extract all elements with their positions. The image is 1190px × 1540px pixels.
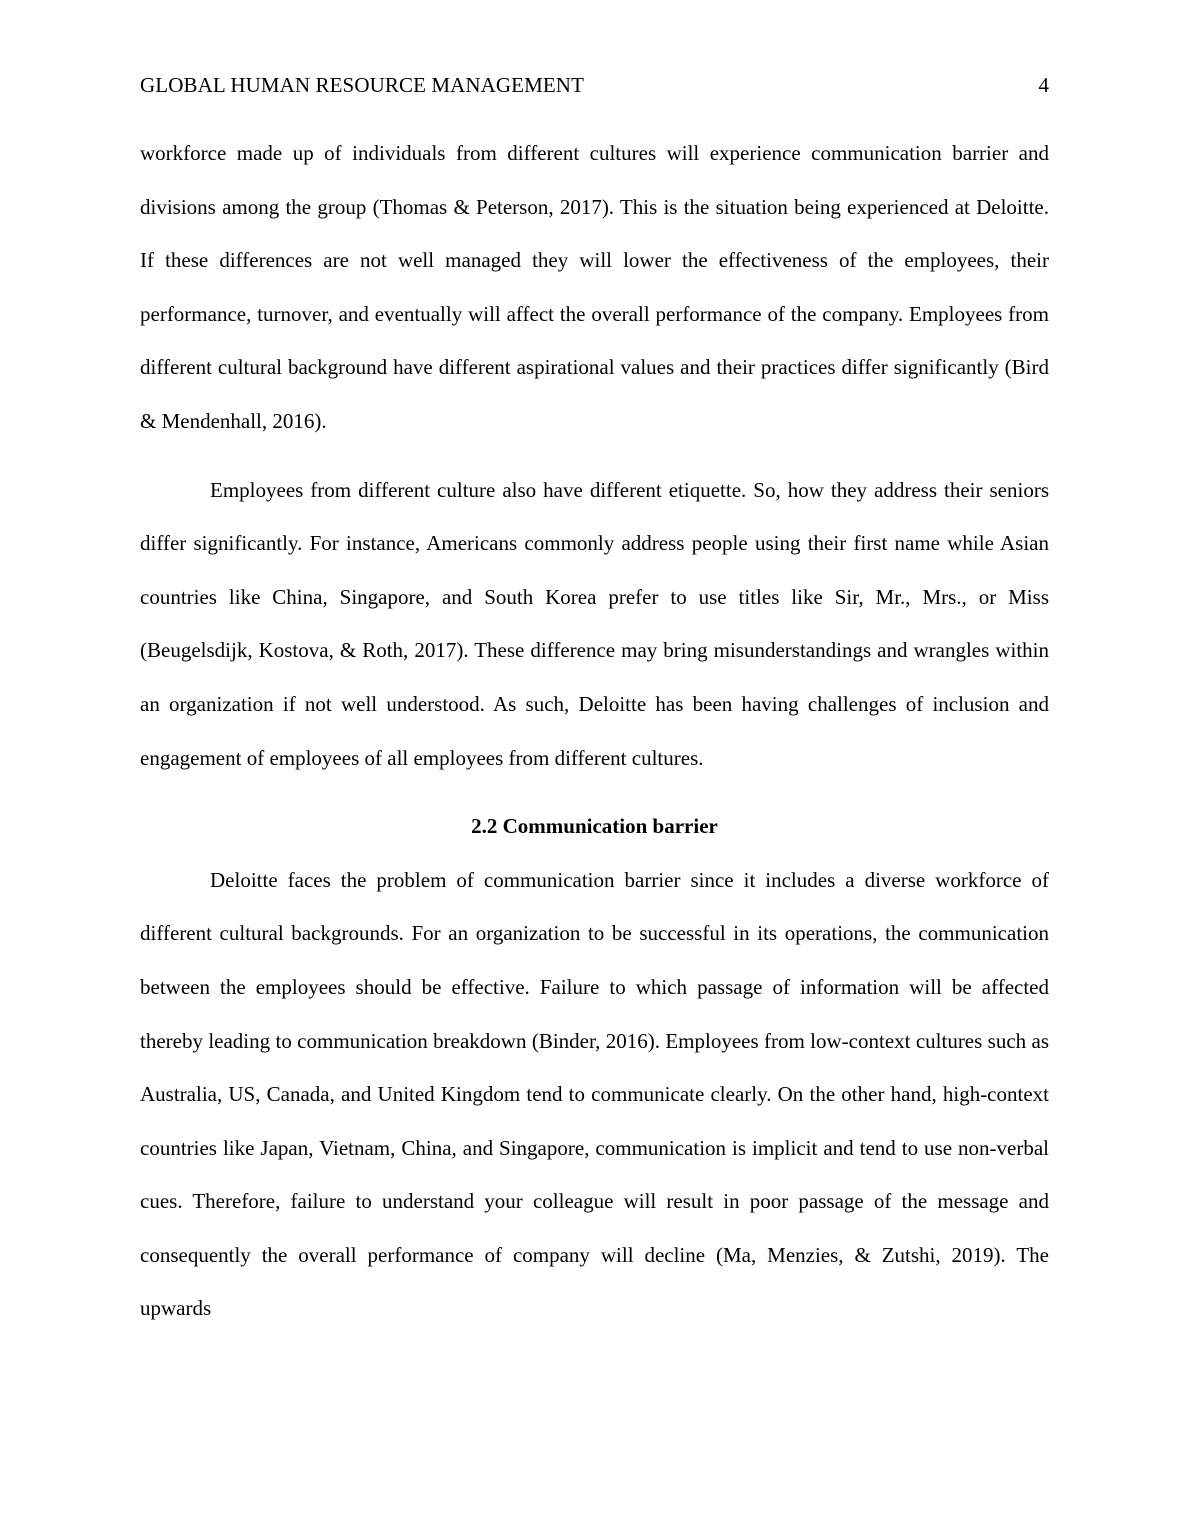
running-head — [140, 70, 1049, 100]
section-heading: 2.2 Communication barrier — [471, 814, 718, 839]
paragraph-etiquette: Employees from different culture also have different etiquette. So, how they address their seniors differ significantly. For instance, Americans commonly address people using their first name while Asian countries like China, Singapore, and South Korea prefer to use titles like Sir, Mr., Mrs., or Miss (Beugelsdijk, Kostova, & Roth, 2017). These difference may bring misunderstandings and wrangles within an organization if not well understood. As such, Deloitte has been having challenges of inclusion and engagement of employees of all employees from different cultures. — [140, 477, 1049, 770]
running-head-title: GLOBAL HUMAN RESOURCE MANAGEMENT — [140, 73, 585, 97]
page-number: 4 — [1038, 73, 1049, 97]
body-text — [140, 127, 1049, 1336]
paragraph-communication-barrier: Deloitte faces the problem of communication barrier since it includes a diverse workforce of different cultural backgrounds. For an organization to be successful in its operations, the communication between the employees should be effective. Failure to which passage of information will be affected thereby leading to communication breakdown (Binder, 2016). Employees from low-context cultures such as Australia, US, Canada, and United Kingdom tend to communicate clearly. On the other hand, high-context countries like Japan, Vietnam, China, and Singapore, communication is implicit and tend to use non-verbal cues. Therefore, failure to understand your colleague will result in poor passage of the message and consequently the overall performance of company will decline (Ma, Menzies, & Zutshi, 2019). The upwards — [140, 867, 1049, 1321]
paragraph-continuation: workforce made up of individuals from different cultures will experience communication barrier and divisions among the group (Thomas & Peterson, 2017). This is the situation being experienced at Deloitte. If these differences are not well managed they will lower the effectiveness of the employees, their performance, turnover, and eventually will affect the overall performance of the company. Employees from different cultural background have different aspirational values and their practices differ significantly (Bird & Mendenhall, 2016). — [140, 141, 1049, 433]
